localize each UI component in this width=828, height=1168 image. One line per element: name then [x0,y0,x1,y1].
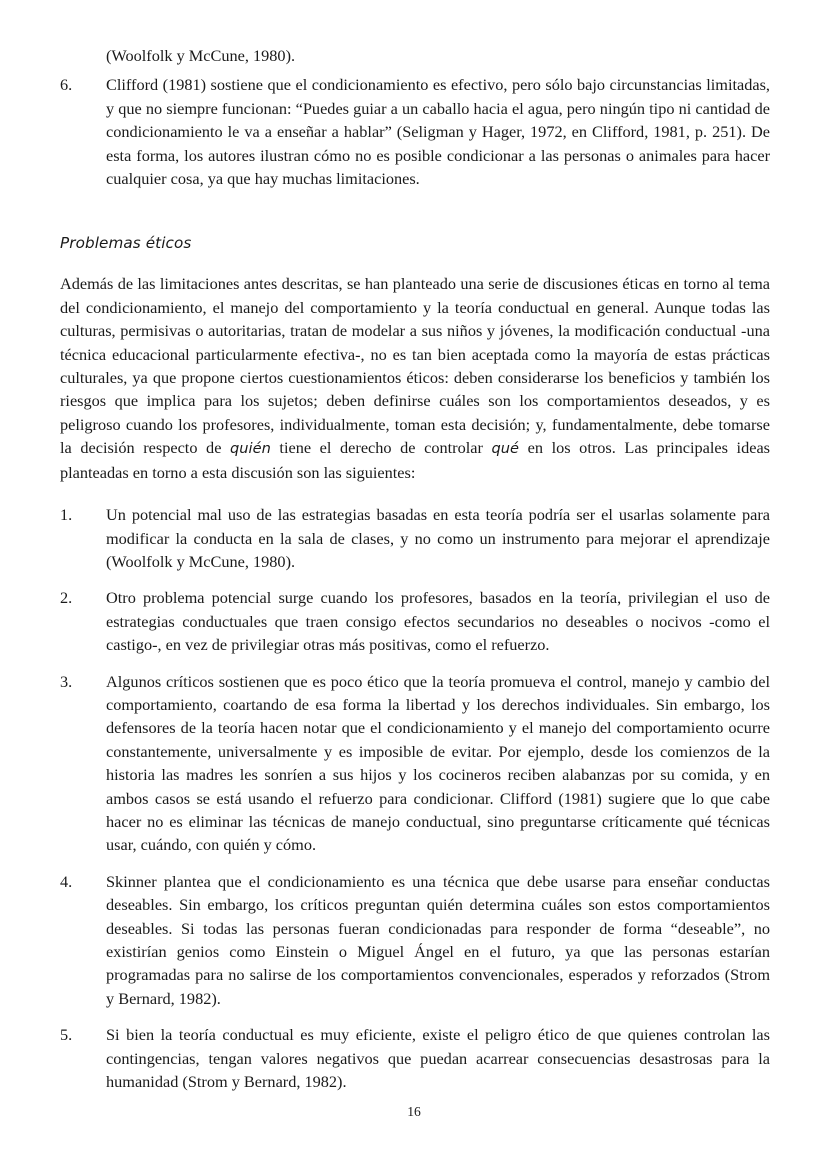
spacer [60,190,770,232]
intro-text-part-1: Además de las limitaciones antes descritas, se han planteado una serie de discusiones éticas en torno al tema del condicionamiento, el manejo del comportamiento y la teoría conductual en general. Aunque todas las culturas, permisivas o autoritarias, tratan de modelar a sus niños y jóvenes, la modificación conductual -una técnica educacional particularmente efectiva-, no es tan bien aceptada como la mayoría de estas prácticas culturales, ya que propone ciertos cuestionamientos éticos: deben considerarse los beneficios y también los riesgos que implica para los sujetos; deben definirse cuáles son los comportamientos deseados, y es peligroso cuando los profesores, individualmente, toman esta decisión; y, fundamentalmente, debe tomarse la decisión respecto de [60,274,770,458]
intro-text-part-3: en los otros. Las principales ideas planteadas en torno a esta discusión son las siguientes: [60,438,771,482]
section-heading: Problemas éticos [60,234,192,253]
list-item [60,73,770,190]
table-row [60,870,770,1010]
table-row [60,670,770,857]
list-item-text: Skinner plantea que el condicionamiento es una técnica que debe usarse para enseñar conductas deseables. Sin embargo, los críticos preguntan quién determina cuáles son estos comportamientos deseables. Si todas las personas fueran condicionadas para responder de forma “deseable”, no existirían genios como Einstein o Miguel Ángel en el futuro, ya que las personas estarían programadas para no salirse de los comportamientos convencionales, esperados y reforzados (Strom y Bernard, 1982). [106,871,770,1008]
emphasis-que: qué [491,440,519,458]
list-item-marker: 5. [60,1025,73,1045]
ethics-list [60,503,770,1093]
list-item-text: Algunos críticos sostienen que es poco ético que la teoría promueva el control, manejo y cambio del comportamiento, coartando de esa forma la libertad y los derechos individuales. Sin embargo, los defensores de la teoría hacen notar que el condicionamiento y el manejo del comportamiento ocurre constantemente, universalmente y es imposible de evitar. Por ejemplo, desde los comienzos de la historia las madres les sonríen a sus hijos y los cocineros reciben alabanzas por su comida, y en ambos casos se está usando el refuerzo para condicionar. Clifford (1981) sugiere que lo que cabe hacer no es eliminar las técnicas de manejo conductual, sino preguntarse críticamente qué técnicas usar, cuándo, con quién y cómo. [106,671,770,855]
spacer [60,254,770,272]
list-item-marker: 2. [60,588,73,608]
continuation-line: (Woolfolk y McCune, 1980). [106,46,296,65]
page-content [60,44,770,1093]
table-row [60,503,770,573]
table-row [60,586,770,656]
list-item-marker: 1. [60,505,73,525]
page-number: 16 [407,1104,421,1119]
emphasis-quien: quién [230,440,271,458]
spacer [60,484,770,503]
list-item-text: Si bien la teoría conductual es muy eficiente, existe el peligro ético de que quienes controlan las contingencias, tengan valores negativos que puedan acarrear consecuencias desastrosas para la humanidad (Strom y Bernard, 1982). [106,1025,770,1092]
continued-list [60,73,770,190]
list-item-marker: 3. [60,671,73,691]
list-item-marker: 6. [60,75,73,95]
list-item-text: Otro problema potencial surge cuando los profesores, basados en la teoría, privilegian el uso de estrategias conductuales que traen consigo efectos secundarios no deseables o nocivos -como el castigo-, en vez de privilegiar otras más positivas, como el refuerzo. [106,588,770,655]
table-row [60,1023,770,1093]
section-intro-paragraph [60,272,770,484]
list-item-text: Un potencial mal uso de las estrategias basadas en esta teoría podría ser el usarlas solamente para modificar la conducta en la sala de clases, y no como un instrumento para mejorar el aprendizaje (Woolfolk y McCune, 1980). [106,505,770,571]
list-item-text: Clifford (1981) sostiene que el condicionamiento es efectivo, pero sólo bajo circunstancias limitadas, y que no siempre funcionan: “Puedes guiar a un caballo hacia el agua, pero ningún tipo ni cantidad de condicionamiento le va a enseñar a hablar” (Seligman y Hager, 1972, en Clifford, 1981, p. 251). De esta forma, los autores ilustran cómo no es posible condicionar a las personas o animales para hacer cualquier cosa, ya que hay muchas limitaciones. [106,75,770,189]
intro-text-part-2: tiene el derecho de controlar [270,438,492,458]
list-item-marker: 4. [60,871,73,891]
